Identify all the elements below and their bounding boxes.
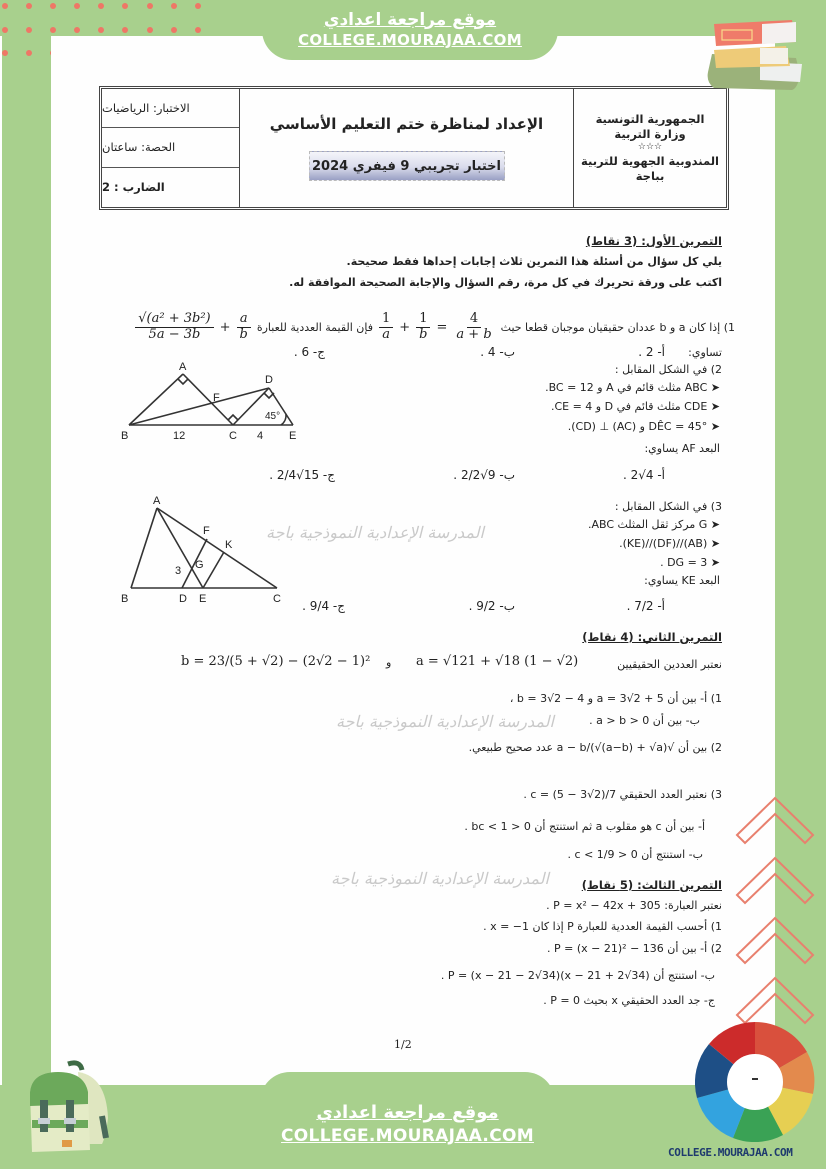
- ex1-q3-option-b[interactable]: ب- 9/2 .: [468, 599, 515, 613]
- exam-header: [99, 86, 729, 210]
- duration-label: الحصة: ساعتان: [102, 128, 239, 167]
- site-logo[interactable]: [695, 1022, 815, 1142]
- svg-text:D: D: [179, 593, 187, 605]
- dot-decoration: [26, 50, 32, 56]
- watermark: المدرسة الإعدادية النموذجية باجة: [266, 523, 484, 542]
- svg-text:B: B: [121, 430, 129, 442]
- logo-caption[interactable]: COLLEGE.MOURAJAA.COM: [668, 1146, 793, 1159]
- ex1-q2-fact-1: ➤ ABC مثلث قائم في A و BC = 12.: [545, 381, 720, 394]
- site-banner-bottom[interactable]: [260, 1072, 555, 1169]
- coefficient-label: الضارب : 2: [102, 180, 165, 195]
- frame-left: [2, 0, 51, 1169]
- education-wheel-icon: [695, 1022, 815, 1142]
- svg-text:4: 4: [257, 430, 264, 442]
- ex3-intro: نعتبر العبارة: P = x² − 42x + 305 .: [546, 899, 722, 912]
- svg-text:E: E: [199, 593, 207, 605]
- dot-decoration: [74, 27, 80, 33]
- ex1-q1-option-b[interactable]: ب- 4 .: [480, 345, 515, 359]
- ex3-q2b: ب- استنتج أن P = (x − 21 − 2√34)(x − 21 + 2√34) .: [440, 969, 715, 982]
- ex1-q2-fact-2: ➤ CDE مثلث قائم في D و CE = 4.: [550, 400, 720, 413]
- exam-title: الإعداد لمناظرة ختم التعليم الأساسي: [269, 115, 544, 133]
- site-url[interactable]: COLLEGE.MOURAJAA.COM: [298, 30, 522, 49]
- ex1-q2-option-b[interactable]: ب- 9√2/2 .: [453, 468, 515, 482]
- site-banner-top[interactable]: [262, 0, 558, 60]
- svg-text:K: K: [225, 539, 233, 551]
- exercise3-heading: التمرين الثالث: (5 نقاط): [581, 878, 722, 892]
- svg-text:3: 3: [175, 565, 182, 577]
- a-definition: a = √121 + √18 (1 − √2): [416, 654, 579, 669]
- ministry-label: وزارة التربية: [614, 127, 686, 142]
- svg-text:C: C: [229, 430, 237, 442]
- ex2-q3a: أ- بين أن c هو مقلوب a ثم استنتج أن 0 < bc < 1 .: [464, 820, 705, 833]
- city-label: بباجة: [635, 168, 665, 183]
- svg-text:E: E: [289, 430, 297, 442]
- ex1-q1-expression: $\frac{\text{√(a² + 3b²)}}{5a - 3b}$: [135, 312, 213, 343]
- header-title-column: [240, 89, 574, 207]
- header-info-column: [102, 89, 240, 207]
- dot-decoration: [195, 27, 201, 33]
- ex1-q2-option-c[interactable]: ج- 15√2/4 .: [269, 468, 335, 482]
- plus-sign: +: [399, 319, 411, 335]
- ex3-q2c: ج- جد العدد الحقيقي x بحيث P = 0 .: [543, 994, 715, 1007]
- b-definition: b = 23/(5 + √2) − (2√2 − 1)²: [181, 654, 371, 669]
- plus-sign: +: [219, 319, 231, 335]
- ex1-q1-option-c[interactable]: ج- 6 .: [293, 345, 325, 359]
- ex2-q1a: 1) أ- بين أن a = 3√2 + 5 و b = 3√2 − 4 ،: [509, 692, 722, 705]
- dot-decoration: [171, 3, 177, 9]
- ex2-q3: 3) نعتبر العدد الحقيقي c = (5 − 3√2)/7 .: [523, 788, 722, 801]
- ex1-q2-option-a[interactable]: أ- 4√2 .: [622, 468, 665, 482]
- dot-decoration: [122, 27, 128, 33]
- exercise1-intro1: يلي كل سؤال من أسئلة هذا التمرين ثلاث إجابات إحداها فقط صحيحة.: [346, 255, 722, 268]
- and-word: و: [386, 656, 392, 669]
- exercise2-intro: نعتبر العددين الحقيقيين: [617, 658, 722, 671]
- exercise2-heading: التمرين الثاني: (4 نقاط): [582, 630, 722, 644]
- svg-text:C: C: [273, 593, 281, 605]
- ex1-q3-option-a[interactable]: أ- 7/2 .: [626, 599, 665, 613]
- site-name-ar-bottom: موقع مراجعة اعدادي: [316, 1102, 499, 1124]
- ex1-q1-then: فإن القيمة العددية للعبارة: [256, 320, 373, 334]
- exam-subtitle: اختبار تجريبي 9 فيفري 2024: [309, 151, 505, 181]
- stars-icon: ☆☆☆: [637, 142, 663, 153]
- ex1-q1-eq: =: [436, 319, 448, 335]
- dot-decoration: [2, 3, 8, 9]
- dot-decoration: [2, 27, 8, 33]
- figure-q3-centroid: [119, 496, 299, 606]
- ex1-q3-option-c[interactable]: ج- 9/4 .: [302, 599, 345, 613]
- ex1-q1-condition-rhs: $\frac{4}{a + b}$: [456, 311, 492, 342]
- ex2-q1b: ب- بين أن a > b > 0 .: [589, 714, 700, 727]
- exam-page: [51, 36, 775, 1085]
- ex1-q2-question: البعد AF يساوي:: [644, 442, 720, 455]
- ex1-q3-question: البعد KE يساوي:: [644, 574, 720, 587]
- site-url-bottom[interactable]: COLLEGE.MOURAJAA.COM: [281, 1125, 534, 1146]
- dot-decoration: [2, 50, 8, 56]
- watermark: المدرسة الإعدادية النموذجية باجة: [331, 869, 549, 888]
- directorate-label: المندوبية الجهوية للتربية: [581, 153, 719, 168]
- dot-decoration: [98, 3, 104, 9]
- dot-decoration: [98, 27, 104, 33]
- svg-text:12: 12: [173, 430, 186, 442]
- site-name-ar: موقع مراجعة اعدادي: [323, 9, 497, 30]
- ex2-q3b: ب- استنتج أن 0 < c < 1/9 .: [567, 848, 703, 861]
- ex2-q2: 2) بين أن √a − b/(√(a−b) + √a) عدد صحيح طبيعي.: [468, 741, 722, 754]
- watermark: المدرسة الإعدادية النموذجية باجة: [336, 712, 554, 731]
- books-stack-icon: [700, 10, 812, 90]
- ex1-q2-label: 2) في الشكل المقابل :: [614, 363, 722, 376]
- dot-decoration: [147, 27, 153, 33]
- svg-text:A: A: [179, 361, 187, 373]
- header-ministry-column: [574, 89, 726, 207]
- exercise1-heading: التمرين الأول: (3 نقاط): [585, 234, 722, 248]
- ex1-q3-label: 3) في الشكل المقابل :: [614, 500, 722, 513]
- logo-dash: [752, 1078, 758, 1080]
- dot-decoration: [147, 3, 153, 9]
- svg-text:D: D: [265, 374, 273, 386]
- svg-text:B: B: [121, 593, 129, 605]
- dot-decoration: [50, 3, 56, 9]
- ex1-q1-text: 1) إذا كان a و b عددان حقيقيان موجبان قطعا حيث: [500, 320, 735, 334]
- dot-decoration: [26, 27, 32, 33]
- ex3-q1: 1) أحسب القيمة العددية للعبارة P إذا كان x = −1 .: [483, 920, 722, 933]
- dot-decoration: [195, 3, 201, 9]
- dot-decoration: [171, 27, 177, 33]
- backpack-icon: [18, 1058, 113, 1158]
- republic-label: الجمهورية التونسية: [595, 112, 705, 127]
- ex1-q3-fact-3: ➤ DG = 3 .: [660, 556, 720, 569]
- ex1-q1-option-a[interactable]: أ- 2 .: [638, 345, 665, 359]
- ex1-q3-fact-2: ➤ (AB)//(DF)//(KE).: [619, 537, 720, 550]
- exercise1-intro2: اكتب على ورقة تحريرك في كل مرة، رقم السؤال والإجابة الصحيحة الموافقة له.: [289, 276, 722, 289]
- ex1-q1-1a: $\frac{1}{a}$: [379, 312, 393, 343]
- figure-q2-triangles: [121, 361, 321, 446]
- svg-text:F: F: [203, 525, 210, 537]
- ex1-q3-fact-1: ➤ G مركز ثقل المثلث ABC.: [587, 518, 720, 531]
- page-number: 1/2: [394, 1038, 412, 1051]
- svg-text:G: G: [195, 559, 204, 571]
- dot-decoration: [50, 27, 56, 33]
- chevron-up-icons: [735, 790, 817, 1050]
- svg-text:F: F: [213, 392, 220, 404]
- svg-text:A: A: [153, 496, 161, 507]
- ex1-q1: [135, 312, 735, 343]
- ex1-q1-equals-label: تساوي:: [688, 346, 722, 359]
- svg-text:45°: 45°: [265, 411, 281, 422]
- dot-decoration: [74, 3, 80, 9]
- ex1-q1-1b: $\frac{1}{b}$: [416, 312, 430, 343]
- dot-decoration: [122, 3, 128, 9]
- ex3-q2a: 2) أ- بين أن P = (x − 21)² − 136 .: [547, 942, 722, 955]
- subject-label: الاختبار: الرياضيات: [102, 89, 239, 128]
- ex1-q1-a-over-b: $\frac{a}{b}$: [237, 312, 251, 343]
- dot-decoration: [26, 3, 32, 9]
- ex1-q2-fact-3: ➤ DÊC = 45° و (AC) ⊥ (CD).: [567, 420, 720, 433]
